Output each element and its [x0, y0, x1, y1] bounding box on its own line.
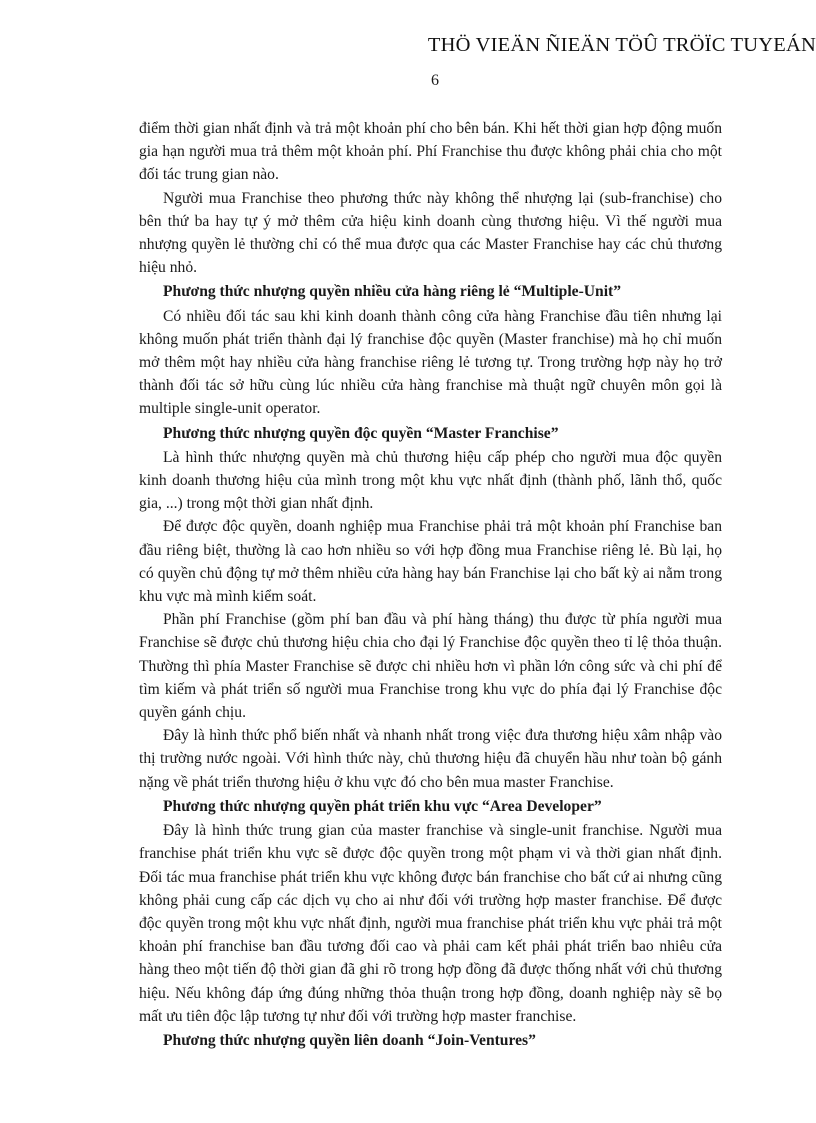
section-heading-area-developer: Phương thức nhượng quyền phát triển khu vực “Area Developer” [163, 797, 602, 815]
page-content [139, 117, 722, 1053]
running-header: THÖ VIEÄN ÑIEÄN TÖÛ TRÖÏC TUYEÁN [427, 34, 816, 56]
paragraph: Đây là hình thức phổ biến nhất và nhanh nhất trong việc đưa thương hiệu xâm nhập vào thị trường nước ngoài. Với hình thức này, chủ thương hiệu đã chuyển hầu như toàn bộ gánh nặng về phát triển thương hiệu ở khu vực đó cho bên mua master Franchise. [139, 727, 722, 791]
paragraph: Là hình thức nhượng quyền mà chủ thương hiệu cấp phép cho người mua độc quyền kinh doanh thương hiệu của mình trong một khu vực nhất định (thành phố, lãnh thổ, quốc gia, ...) trong một thời gian nhất định. [139, 448, 722, 513]
paragraph: Có nhiều đối tác sau khi kinh doanh thành công cửa hàng Franchise đầu tiên nhưng lại không muốn phát triển thành đại lý franchise độc quyền (Master franchise) mà họ chỉ muốn mở thêm một hay nhiều cửa hàng franchise riêng lẻ tương tự. Trong trường hợp này họ trở thành đối tác sở hữu cùng lúc nhiều cửa hàng franchise mà thuật ngữ chuyên môn gọi là multiple single-unit operator. [139, 307, 722, 418]
section-heading-join-ventures: Phương thức nhượng quyền liên doanh “Join-Ventures” [163, 1031, 536, 1049]
paragraph: điểm thời gian nhất định và trả một khoản phí cho bên bán. Khi hết thời gian hợp động muốn gia hạn người mua trả thêm một khoản phí. Phí Franchise thu được không phải chia cho một đối tác trung gian nào. [139, 120, 722, 184]
section-heading-master-franchise: Phương thức nhượng quyền độc quyền “Master Franchise” [163, 424, 559, 442]
page-number: 6 [431, 72, 439, 89]
paragraph: Phần phí Franchise (gồm phí ban đầu và phí hàng tháng) thu được từ phía người mua Franchise sẽ được chủ thương hiệu chia cho đại lý Franchise độc quyền theo tỉ lệ thỏa thuận. Thường thì phía Master Franchise sẽ được chi nhiều hơn vì phần lớn công sức và chi phí để tìm kiếm và phát triển số người mua Franchise trong khu vực do phía đại lý Franchise độc quyền gánh chịu. [139, 611, 722, 722]
paragraph: Để được độc quyền, doanh nghiệp mua Franchise phải trả một khoản phí Franchise ban đầu riêng biệt, thường là cao hơn nhiều so với hợp đồng mua Franchise riêng lẻ. Bù lại, họ có quyền chủ động tự mở thêm nhiều cửa hàng hay bán Franchise lại cho bất kỳ ai nằm trong khu vực mà mình kiểm soát. [139, 518, 722, 606]
paragraph: Đây là hình thức trung gian của master franchise và single-unit franchise. Người mua franchise phát triển khu vực sẽ được độc quyền trong một phạm vi và thời gian nhất định. Đối tác mua franchise phát triển khu vực không được bán franchise cho bất cứ ai nhưng cũng không phải cung cấp các dịch vụ cho ai như đối với trường hợp master franchise. Để được độc quyền trong một khu vực nhất định, người mua franchise phát triển khu vực phải trả một khoản phí franchise ban đầu tương đối cao và phải cam kết phải phát triển bao nhiêu cửa hàng theo một tiến độ thời gian đã ghi rõ trong hợp đồng đã được thống nhất với chủ thương hiệu. Nếu không đáp ứng đúng những thỏa thuận trong hợp đồng, doanh nghiệp này sẽ bọ mất ưu tiên độc lập tương tự như đối với trường hợp master franchise. [139, 822, 722, 1025]
section-heading-multiple-unit: Phương thức nhượng quyền nhiều cửa hàng riêng lẻ “Multiple-Unit” [163, 283, 622, 301]
paragraph: Người mua Franchise theo phương thức này không thể nhượng lại (sub-franchise) cho bên thứ ba hay tự ý mở thêm cửa hiệu kinh doanh cùng thương hiệu. Vì thế người mua nhượng quyền lẻ thường chỉ có thể mua được qua các Master Franchise hay các chủ thương hiệu nhỏ. [139, 189, 722, 277]
